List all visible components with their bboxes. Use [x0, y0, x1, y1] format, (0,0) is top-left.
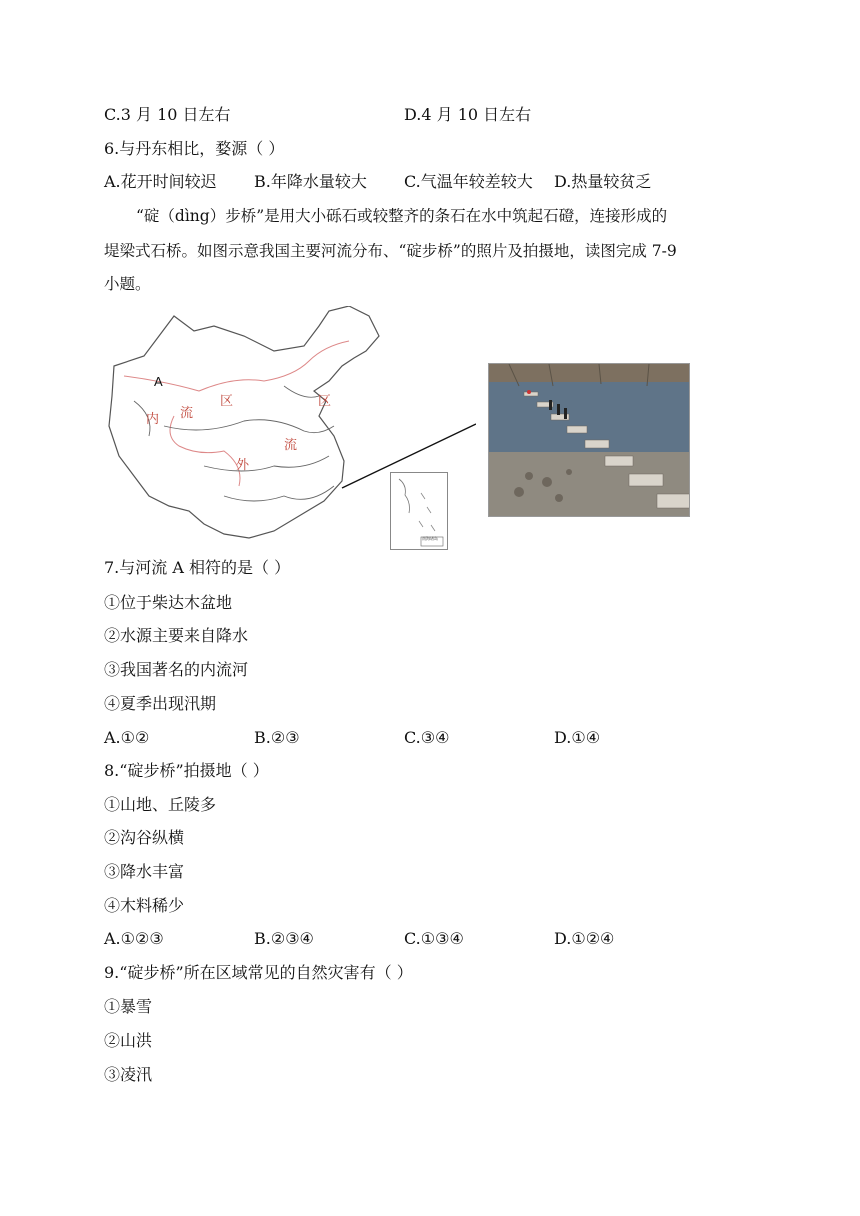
q8-item-1: ①山地、丘陵多 [104, 795, 217, 814]
q7-option-c: C.③④ [404, 728, 450, 747]
q8-option-d: D.①②④ [554, 929, 615, 948]
q9-item-3: ③凌汛 [104, 1065, 153, 1084]
bridge-photo-graphic [489, 364, 689, 516]
region-label-5: 流 [284, 438, 298, 453]
q7-option-d: D.①④ [554, 728, 601, 747]
q9-item-1: ①暴雪 [104, 997, 153, 1016]
q7-item-4: ④夏季出现汛期 [104, 694, 217, 713]
q6-option-c: C.气温年较差较大 [404, 172, 533, 191]
region-label-6: 区 [318, 394, 332, 409]
region-label-1: 内 [146, 412, 160, 427]
q8-item-3: ③降水丰富 [104, 862, 185, 881]
region-label-2: 流 [180, 406, 194, 421]
q8-item-2: ②沟谷纵横 [104, 828, 185, 847]
region-label-4: 外 [236, 458, 250, 473]
q5-option-c: C.3 月 10 日左右 [104, 105, 231, 124]
q7-option-b: B.②③ [254, 728, 300, 747]
q6-stem: 6.与丹东相比，婺源（ ） [104, 139, 285, 158]
q7-item-3: ③我国著名的内流河 [104, 660, 249, 679]
q7-option-a: A.①② [104, 728, 150, 747]
stepping-stone-bridge-photo [488, 363, 690, 517]
q8-item-4: ④木料稀少 [104, 896, 185, 915]
inset-caption: 南海诸岛 [422, 536, 438, 541]
q8-stem: 8.“碇步桥”拍摄地（ ） [104, 761, 269, 780]
intro-line-1: “碇（dìng）步桥”是用大小砾石或较整齐的条石在水中筑起石磴，连接形成的 [136, 207, 668, 225]
q6-option-a: A.花开时间较迟 [104, 172, 217, 191]
q6-option-b: B.年降水量较大 [254, 172, 367, 191]
intro-line-3: 小题。 [104, 275, 151, 293]
q5-option-d: D.4 月 10 日左右 [404, 105, 532, 124]
river-a-label: A [154, 374, 163, 389]
q6-option-d: D.热量较贫乏 [554, 172, 652, 191]
q8-option-b: B.②③④ [254, 929, 314, 948]
inset-map-graphic [391, 473, 447, 549]
q7-item-2: ②水源主要来自降水 [104, 626, 249, 645]
q9-item-2: ②山洪 [104, 1031, 153, 1050]
q8-option-c: C.①③④ [404, 929, 464, 948]
south-china-sea-inset [390, 472, 448, 550]
q7-item-1: ①位于柴达木盆地 [104, 593, 233, 612]
region-label-3: 区 [220, 394, 234, 409]
q8-option-a: A.①②③ [104, 929, 164, 948]
q9-stem: 9.“碇步桥”所在区域常见的自然灾害有（ ） [104, 963, 413, 982]
q7-stem: 7.与河流 A 相符的是（ ） [104, 558, 291, 577]
intro-line-2: 堤梁式石桥。如图示意我国主要河流分布、“碇步桥”的照片及拍摄地，读图完成 7-9 [104, 242, 677, 260]
